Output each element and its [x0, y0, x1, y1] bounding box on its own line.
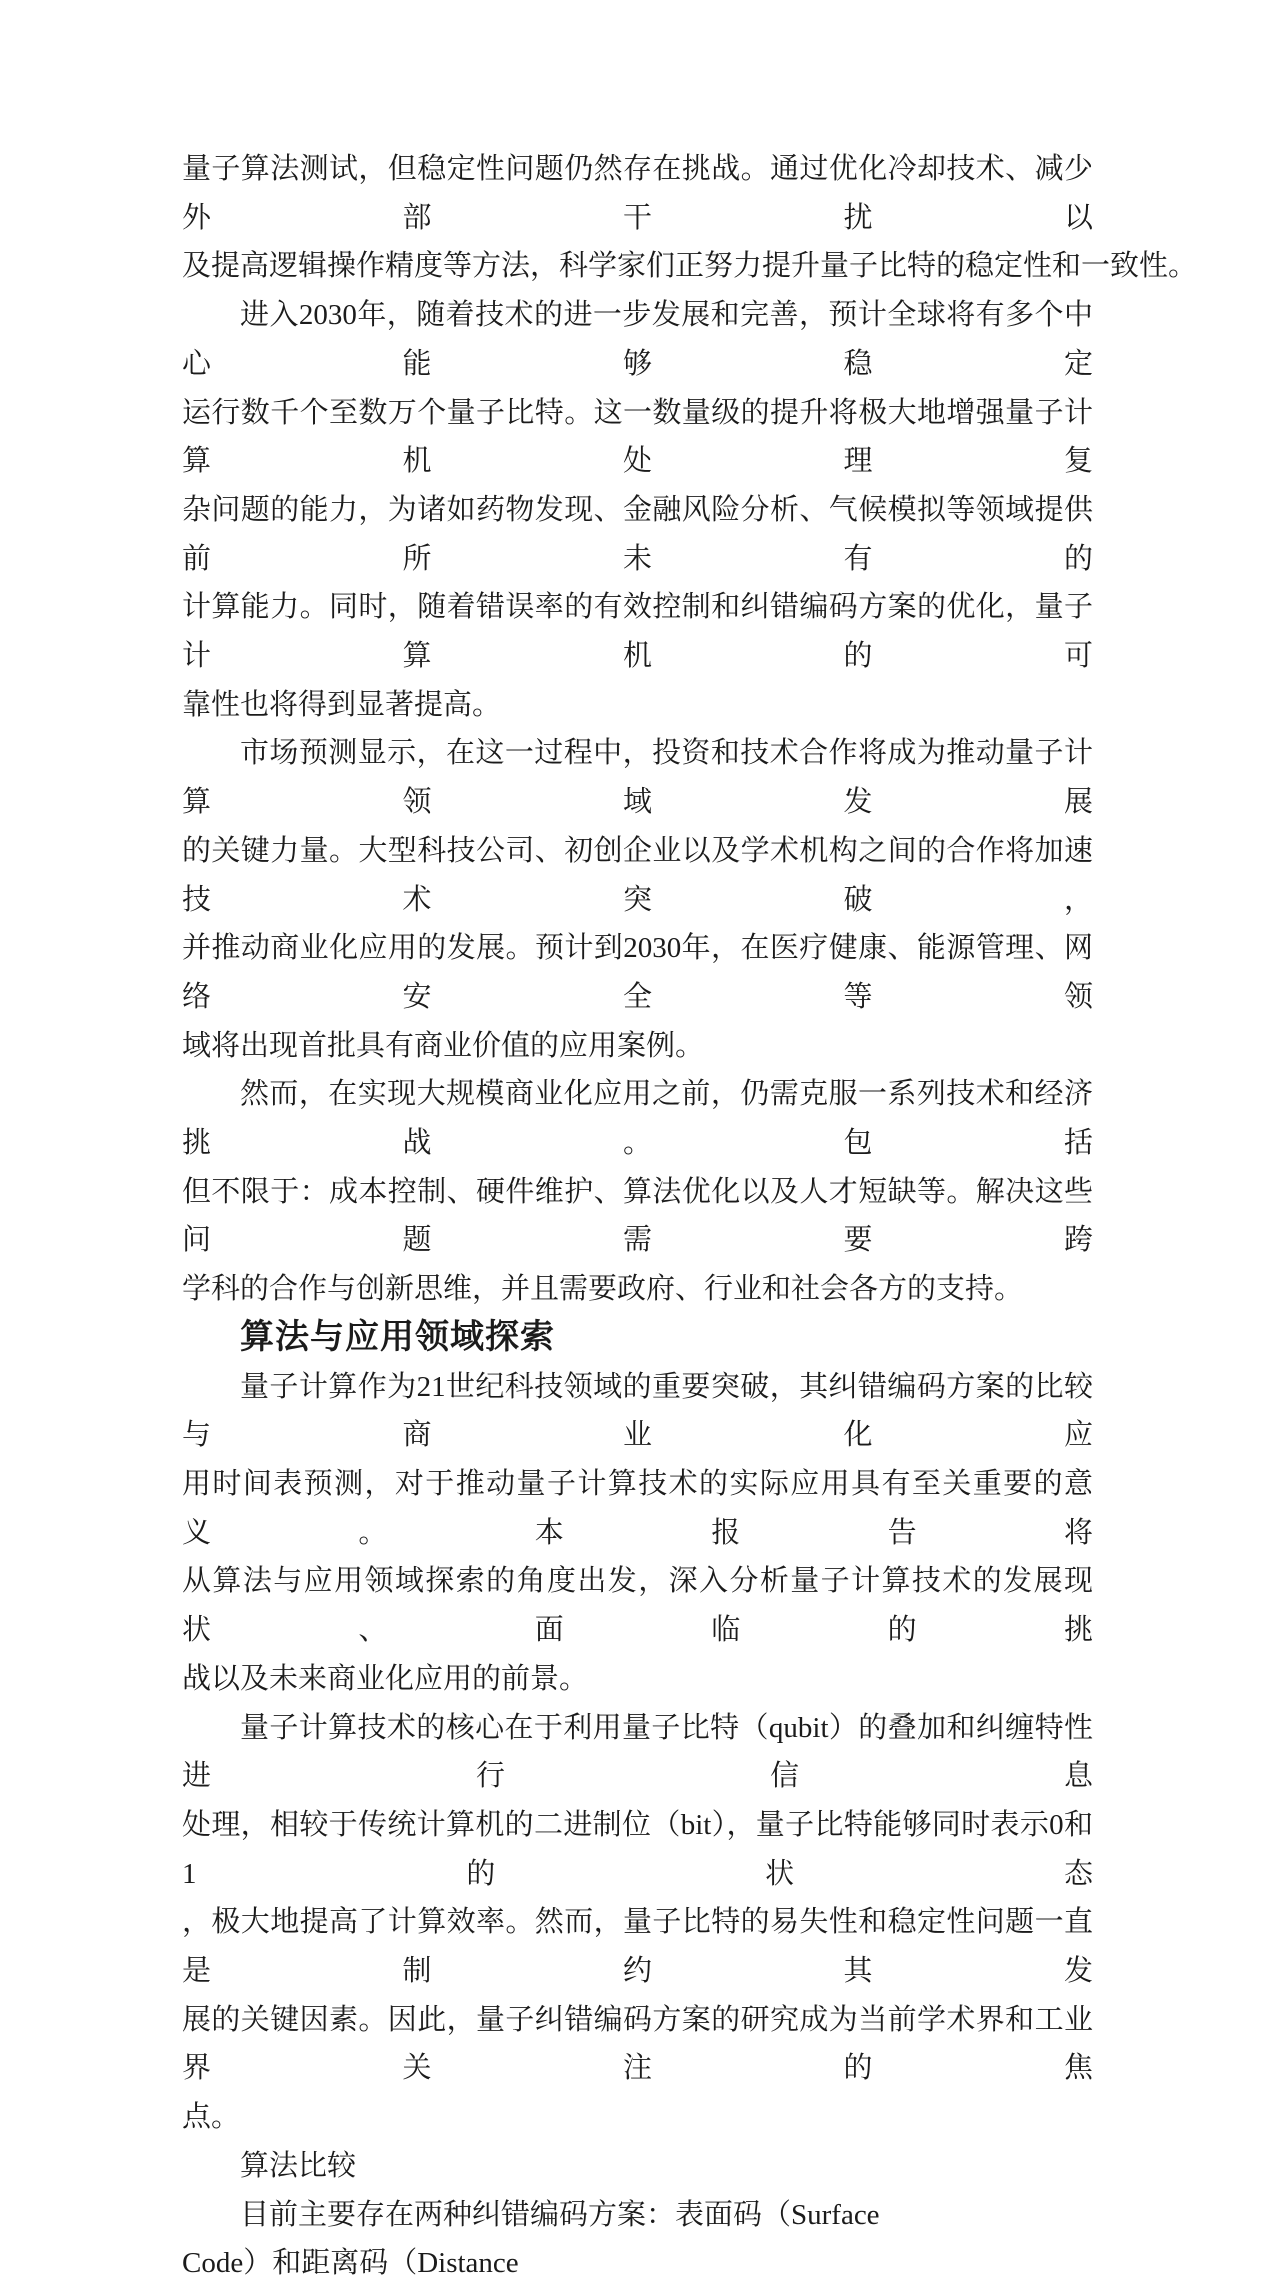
body-text-line: ，极大地提高了计算效率。然而，量子比特的易失性和稳定性问题一直是制约其发 [182, 1906, 1093, 1988]
body-text-line: 的关键力量。大型科技公司、初创企业以及学术机构之间的合作将加速技术突破， [182, 834, 1093, 916]
body-text-line: 计算能力。同时，随着错误率的有效控制和纠错编码方案的优化，量子计算机的可 [182, 591, 1093, 673]
body-text-line: 量子算法测试，但稳定性问题仍然存在挑战。通过优化冷却技术、减少外部干扰以 [182, 153, 1093, 234]
body-text-line: 量子计算技术的核心在于利用量子比特（qubit）的叠加和纠缠特性进行信息 [182, 1711, 1093, 1793]
body-text-line: 但不限于：成本控制、硬件维护、算法优化以及人才短缺等。解决这些问题需要跨 [182, 1175, 1093, 1257]
body-text-line: Code）和距离码（Distance [182, 2247, 519, 2280]
subsection-title: 算法比较 [240, 2149, 357, 2182]
body-text-line: 战以及未来商业化应用的前景。 [182, 1662, 589, 1695]
body-text-line: 市场预测显示，在这一过程中，投资和技术合作将成为推动量子计算领域发展 [182, 737, 1093, 819]
body-text-line: 目前主要存在两种纠错编码方案：表面码（Surface [240, 2198, 880, 2231]
section-heading: 算法与应用领域探索 [240, 1318, 555, 1356]
body-text-line: 处理，相较于传统计算机的二进制位（bit），量子比特能够同时表示0和1的状态 [182, 1808, 1093, 1890]
body-text-line: 展的关键因素。因此，量子纠错编码方案的研究成为当前学术界和工业界关注的焦 [182, 2003, 1093, 2085]
body-text-line: 点。 [182, 2101, 241, 2134]
body-text-line: 及提高逻辑操作精度等方法，科学家们正努力提升量子比特的稳定性和一致性。 [182, 250, 1198, 283]
body-text-line: 然而，在实现大规模商业化应用之前，仍需克服一系列技术和经济挑战。包括 [182, 1078, 1093, 1160]
body-text-line: 并推动商业化应用的发展。预计到2030年，在医疗健康、能源管理、网络安全等领 [182, 932, 1093, 1013]
body-text-line: 靠性也将得到显著提高。 [182, 688, 502, 721]
body-text-line: 运行数千个至数万个量子比特。这一数量级的提升将极大地增强量子计算机处理复 [182, 396, 1093, 478]
body-text-line: 学科的合作与创新思维，并且需要政府、行业和社会各方的支持。 [182, 1273, 1024, 1306]
body-text-line: 用时间表预测，对于推动量子计算技术的实际应用具有至关重要的意义。本报告将 [182, 1467, 1093, 1549]
body-text-line: 杂问题的能力，为诸如药物发现、金融风险分析、气候模拟等领域提供前所未有的 [182, 493, 1093, 575]
body-text-line: 从算法与应用领域探索的角度出发，深入分析量子计算技术的发展现状、面临的挑 [182, 1565, 1093, 1647]
body-text-line: 进入2030年，随着技术的进一步发展和完善，预计全球将有多个中心能够稳定 [182, 299, 1093, 380]
body-text-line: 域将出现首批具有商业价值的应用案例。 [182, 1029, 705, 1062]
body-text-line: 量子计算作为21世纪科技领域的重要突破，其纠错编码方案的比较与商业化应 [182, 1370, 1093, 1452]
